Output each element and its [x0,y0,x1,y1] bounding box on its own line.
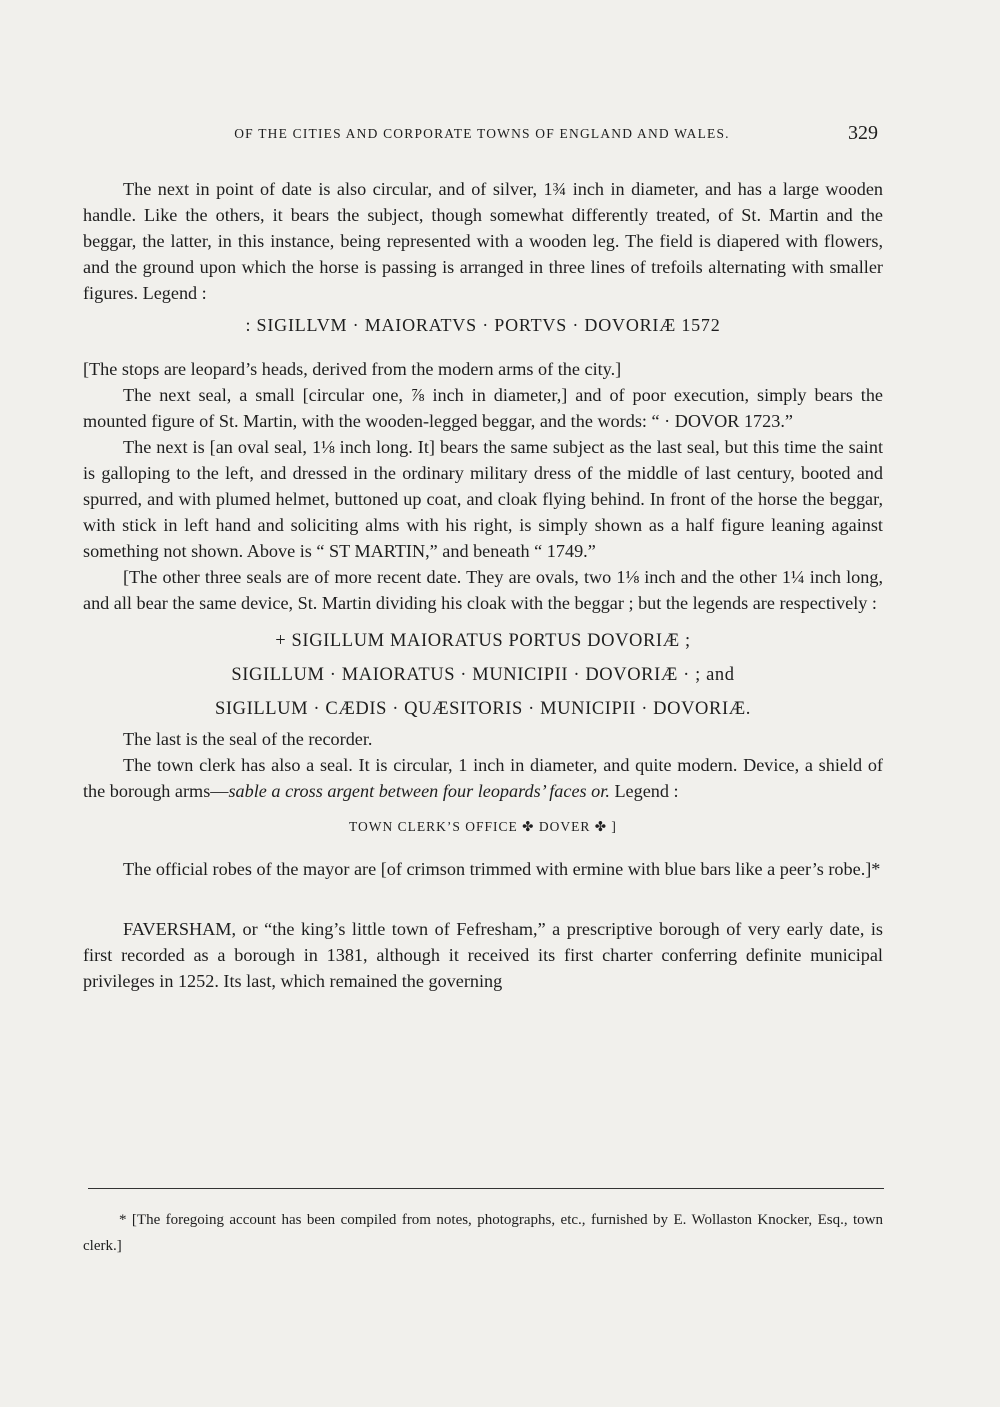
running-header: OF THE CITIES AND CORPORATE TOWNS OF ENGLAND AND WALES. [234,126,730,141]
seal-legend: TOWN CLERK’S OFFICE ✤ DOVER ✤ ] [349,819,617,834]
seal-legend: + SIGILLUM MAIORATUS PORTUS DOVORIÆ ; [275,631,691,651]
paragraph-text: Legend : [609,781,679,801]
paragraph: The official robes of the mayor are [of crimson trimmed with ermine with blue bars like a peer’s robe.]* [123,859,881,879]
seal-legend: : SIGILLVM · MAIORATVS · PORTVS · DOVORIÆ 1572 [245,315,721,335]
seal-legend: SIGILLUM · CÆDIS · QUÆSITORIS · MUNICIPII · DOVORIÆ. [214,699,751,719]
paragraph-text: The town clerk has also a seal. It is circular, 1 inch in diameter, and quite modern. Device, a shield of the borough arms— [83,755,883,801]
page-number: 329 [848,122,878,144]
paragraph: The next seal, a small [circular one, ⅞ inch in diameter,] and of poor execution, simply bears the mounted figure of St. Martin, with the wooden-legged beggar, and the words: “ · DOVOR 1723.” [83,385,883,431]
seal-legend: SIGILLUM · MAIORATUS · MUNICIPII · DOVORIÆ · ; and [231,665,735,685]
paragraph [83,752,883,804]
paragraph: The next is [an oval seal, 1⅛ inch long. It] bears the same subject as the last seal, but this time the saint is galloping to the left, and dressed in the ordinary military dress of the middle of last century, booted and spurred, and with plumed helmet, buttoned up coat, and cloak flying behind. In front of the horse the beggar, with stick in left hand and soliciting alms with his right, is simply shown as a half figure leaning against something not shown. Above is “ ST MARTIN,” and beneath “ 1749.” [83,437,883,561]
footnote: * [The foregoing account has been compiled from notes, photographs, etc., furnished by E. Wollaston Knocker, Esq., town clerk.] [83,1212,883,1254]
paragraph: The last is the seal of the recorder. [123,729,373,749]
blazon-text: sable a cross argent between four leopards’ faces or. [228,781,610,801]
paragraph: [The stops are leopard’s heads, derived from the modern arms of the city.] [83,359,622,379]
footnote-rule [88,1188,884,1189]
paragraph: FAVERSHAM, or “the king’s little town of Fefresham,” a prescriptive borough of very early date, is first recorded as a borough in 1381, although it received its first charter conferring definite municipal privileges in 1252. Its last, which remained the governing [83,919,883,991]
paragraph: The next in point of date is also circular, and of silver, 1¾ inch in diameter, and has a large wooden handle. Like the others, it bears the subject, though somewhat differently treated, of St. Martin and the beggar, the latter, in this instance, being represented with a wooden leg. The field is diapered with flowers, and the ground upon which the horse is passing is arranged in three lines of trefoils alternating with smaller figures. Legend : [83,179,883,303]
page-body [83,176,883,994]
paragraph: [The other three seals are of more recent date. They are ovals, two 1⅛ inch and the other 1¼ inch long, and all bear the same device, St. Martin dividing his cloak with the beggar ; but the legends are respectively : [83,567,883,613]
